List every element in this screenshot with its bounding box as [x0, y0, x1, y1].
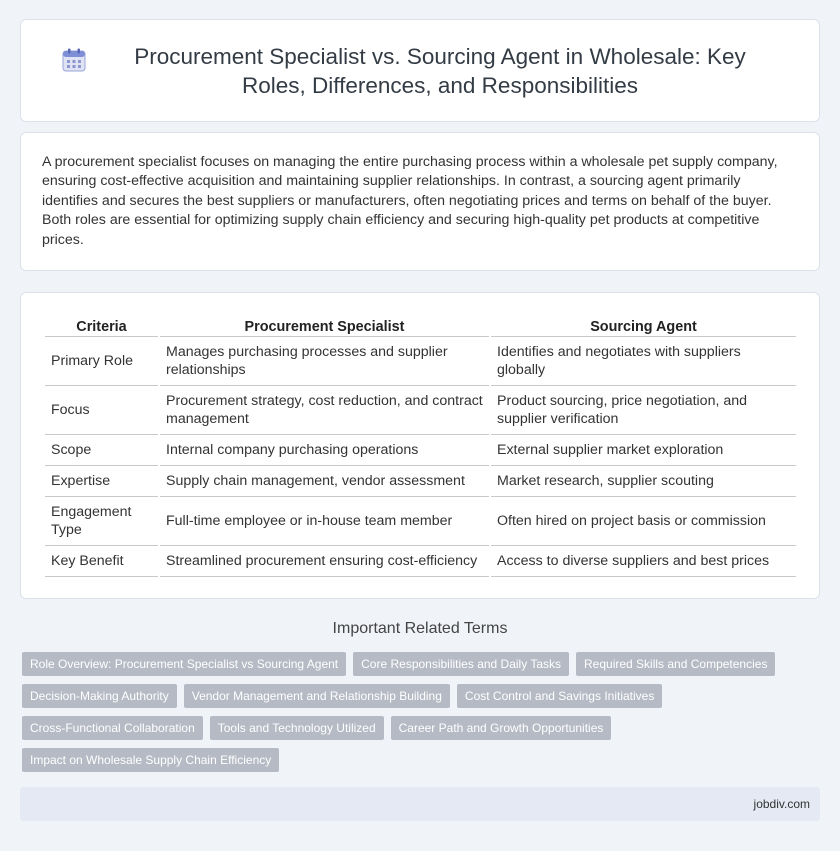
- comparison-table-card: [20, 292, 820, 599]
- criteria-cell: Focus: [45, 386, 158, 435]
- header-procurement-specialist: Procurement Specialist: [160, 313, 489, 337]
- table-row: [45, 546, 796, 577]
- table-row: [45, 466, 796, 497]
- criteria-cell: Scope: [45, 435, 158, 466]
- criteria-cell: Engagement Type: [45, 497, 158, 546]
- related-term-tag[interactable]: Cost Control and Savings Initiatives: [457, 684, 662, 708]
- sourcing-cell: Often hired on project basis or commission: [491, 497, 796, 546]
- footer: [20, 787, 820, 821]
- procurement-cell: Supply chain management, vendor assessment: [160, 466, 489, 497]
- table-row: [45, 435, 796, 466]
- related-terms-title: Important Related Terms: [332, 620, 508, 637]
- related-term-tag[interactable]: Required Skills and Competencies: [576, 652, 775, 676]
- procurement-cell: Internal company purchasing operations: [160, 435, 489, 466]
- calendar-icon: [61, 47, 87, 73]
- related-term-tag[interactable]: Vendor Management and Relationship Building: [184, 684, 450, 708]
- criteria-cell: Primary Role: [45, 337, 158, 386]
- criteria-cell: Expertise: [45, 466, 158, 497]
- header-criteria: Criteria: [45, 313, 158, 337]
- title-card: [20, 19, 820, 122]
- page-title: Procurement Specialist vs. Sourcing Agent in Wholesale: Key Roles, Differences, and Responsibilities: [134, 43, 746, 98]
- header-sourcing-agent: Sourcing Agent: [491, 313, 796, 337]
- related-term-tag[interactable]: Career Path and Growth Opportunities: [391, 716, 612, 740]
- intro-paragraph: A procurement specialist focuses on managing the entire purchasing process within a wholesale pet supply company, ensuring cost-effective acquisition and maintaining supplier relationships. In contrast, a sourcing agent primarily identifies and secures the best suppliers or manufacturers, often negotiating prices and terms on behalf of the buyer. Both roles are essential for optimizing supply chain efficiency and securing high-quality pet products at competitive prices.: [42, 154, 778, 248]
- related-term-tag[interactable]: Impact on Wholesale Supply Chain Efficiency: [22, 748, 279, 772]
- procurement-cell: Manages purchasing processes and supplier relationships: [160, 337, 489, 386]
- related-term-tag[interactable]: Decision-Making Authority: [22, 684, 177, 708]
- criteria-cell: Key Benefit: [45, 546, 158, 577]
- related-terms-tags: [22, 652, 822, 780]
- sourcing-cell: External supplier market exploration: [491, 435, 796, 466]
- related-term-tag[interactable]: Role Overview: Procurement Specialist vs Sourcing Agent: [22, 652, 346, 676]
- table-row: [45, 386, 796, 435]
- footer-brand[interactable]: jobdiv.com: [753, 797, 810, 811]
- table-row: [45, 337, 796, 386]
- related-term-tag[interactable]: Core Responsibilities and Daily Tasks: [353, 652, 569, 676]
- comparison-table: [43, 313, 798, 577]
- procurement-cell: Streamlined procurement ensuring cost-efficiency: [160, 546, 489, 577]
- table-row: [45, 497, 796, 546]
- procurement-cell: Full-time employee or in-house team member: [160, 497, 489, 546]
- intro-card: [20, 132, 820, 271]
- procurement-cell: Procurement strategy, cost reduction, and contract management: [160, 386, 489, 435]
- sourcing-cell: Access to diverse suppliers and best prices: [491, 546, 796, 577]
- sourcing-cell: Identifies and negotiates with suppliers globally: [491, 337, 796, 386]
- related-term-tag[interactable]: Cross-Functional Collaboration: [22, 716, 203, 740]
- related-term-tag[interactable]: Tools and Technology Utilized: [210, 716, 384, 740]
- sourcing-cell: Product sourcing, price negotiation, and supplier verification: [491, 386, 796, 435]
- sourcing-cell: Market research, supplier scouting: [491, 466, 796, 497]
